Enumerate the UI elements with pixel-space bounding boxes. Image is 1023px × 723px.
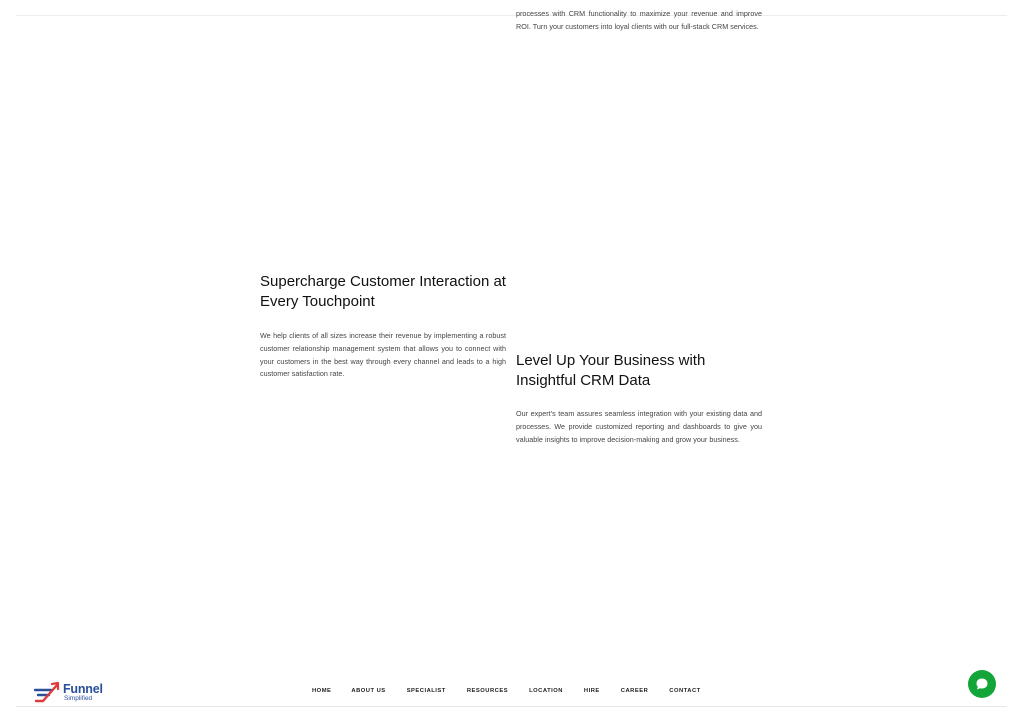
level-up-paragraph: Our expert's team assures seamless integration with your existing data and processes. We provide customized reporting and dashboards to give you valuable insights to improve decision-making and grow your business. — [516, 409, 762, 444]
main-navigation — [312, 686, 701, 696]
nav-resources[interactable]: RESOURCES — [466, 688, 509, 694]
logo-wordmark: Funnel — [63, 682, 103, 696]
logo-subtitle: Simplified — [64, 695, 93, 702]
chat-bubble-icon — [975, 677, 989, 691]
supercharge-heading: Supercharge Customer Interaction at Every Touchpoint — [260, 273, 506, 310]
top-divider — [16, 15, 1007, 16]
nav-career[interactable]: CAREER — [620, 688, 649, 694]
level-up-heading: Level Up Your Business with Insightful CRM Data — [516, 352, 706, 389]
site-logo[interactable] — [33, 680, 109, 704]
nav-location[interactable]: LOCATION — [529, 688, 563, 694]
supercharge-paragraph: We help clients of all sizes increase their revenue by implementing a robust customer relationship management system that allows you to connect with your customers in the best way through every channel and leads to a high customer satisfaction rate. — [260, 331, 506, 379]
nav-specialist[interactable]: SPECIALIST — [406, 688, 446, 694]
chat-widget-button[interactable] — [968, 670, 996, 698]
nav-contact[interactable]: CONTACT — [669, 688, 701, 694]
funnel-arrow-logo-icon — [33, 681, 63, 703]
nav-home[interactable]: HOME — [312, 688, 332, 694]
bottom-divider — [16, 706, 1007, 707]
nav-hire[interactable]: HIRE — [583, 688, 600, 694]
intro-paragraph-tail: processes with CRM functionality to maximize your revenue and improve ROI. Turn your customers into loyal clients with our full-stack CRM services. — [516, 9, 762, 31]
nav-about-us[interactable]: ABOUT US — [351, 688, 386, 694]
